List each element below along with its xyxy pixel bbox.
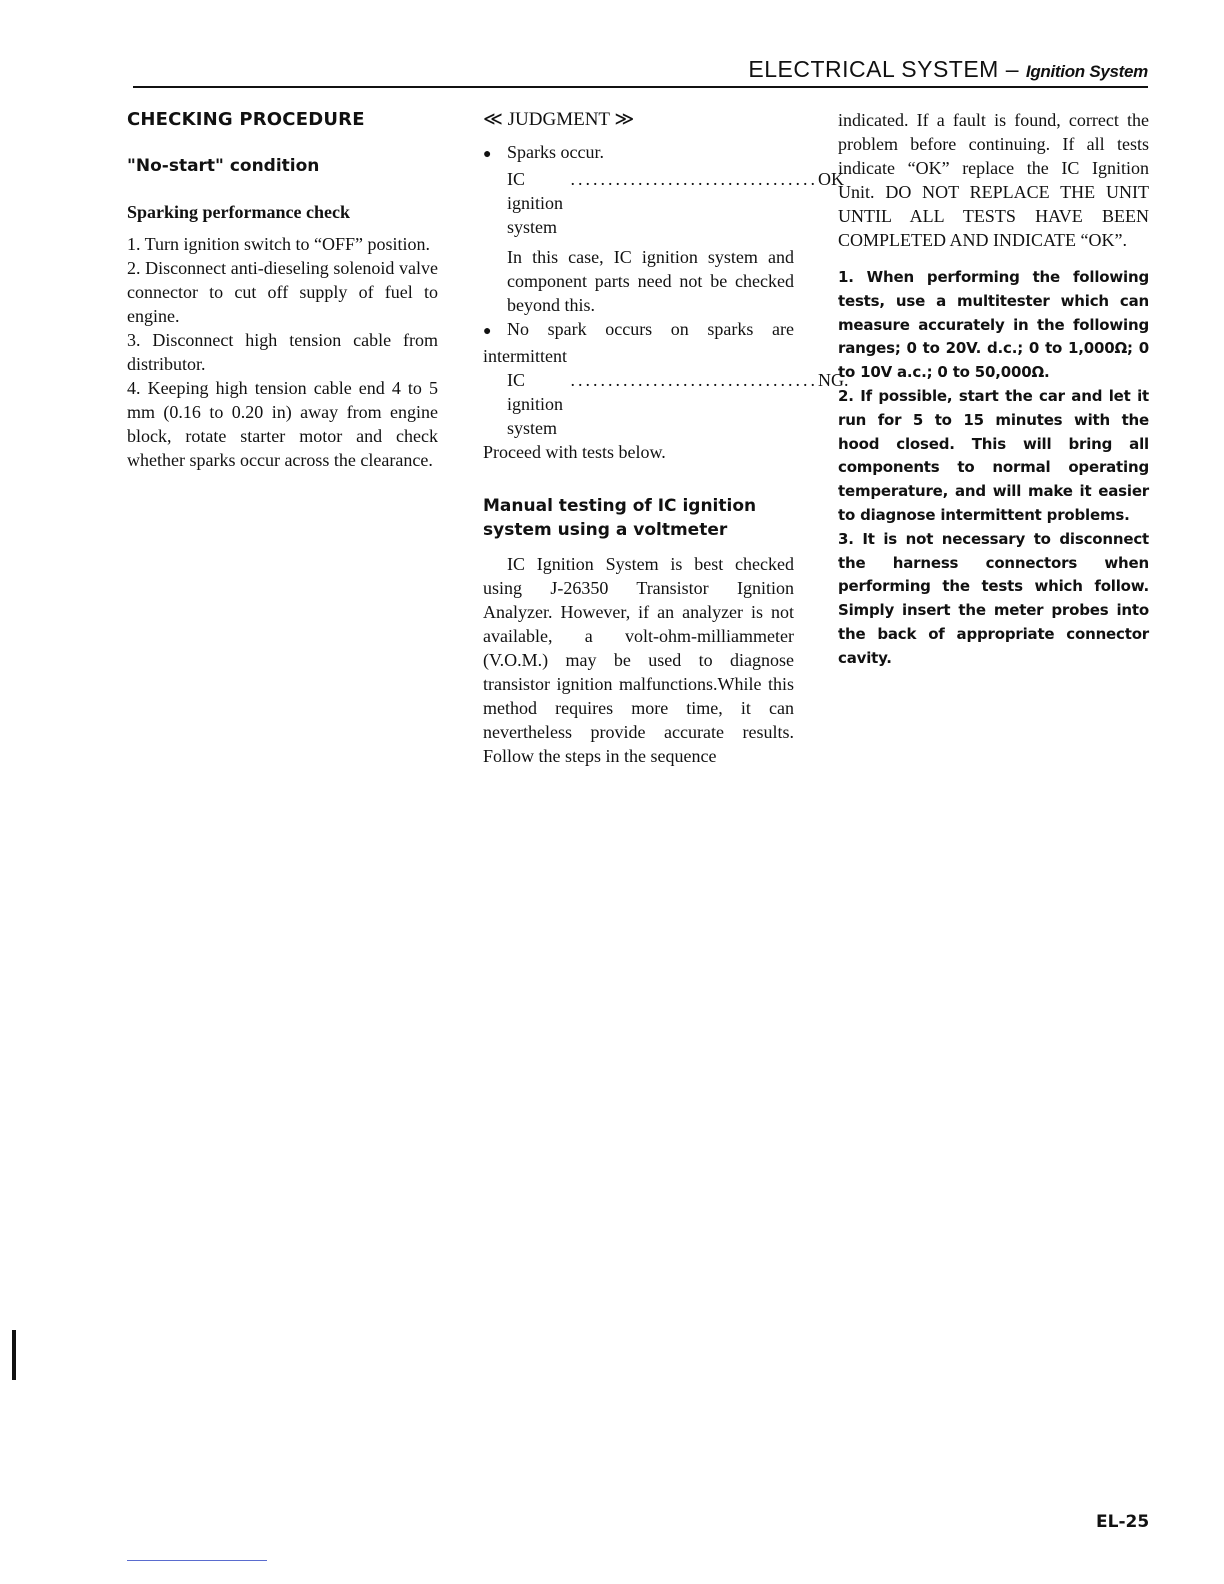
note-2: 2. If possible, start the car and let it run for 5 to 15 minutes with the hood closed. This will bring all components to normal operating temperature, and will make it easier to diagnose intermittent problems. bbox=[838, 386, 1149, 524]
judgment-title: ≪ JUDGMENT ≫ bbox=[483, 109, 635, 130]
result-line-ok-value: OK bbox=[818, 169, 845, 189]
page-number: EL-25 bbox=[1096, 1512, 1150, 1532]
bullet-sparks-occur-text: Sparks occur. bbox=[507, 142, 604, 162]
margin-mark bbox=[12, 1330, 16, 1380]
manual-testing-heading: Manual testing of IC ignition system using a voltmeter bbox=[483, 496, 757, 540]
bullet-no-spark bbox=[483, 317, 794, 368]
step-4: 4. Keeping high tension cable end 4 to 5 mm (0.16 to 0.20 in) away from engine block, rotate starter motor and check whether sparks occur across the clearance. bbox=[127, 378, 438, 470]
sparking-check-title: Sparking performance check bbox=[127, 202, 350, 222]
result-line-ok bbox=[483, 167, 845, 239]
dot-leader: ................................. bbox=[563, 169, 819, 189]
para-proceed: Proceed with tests below. bbox=[483, 442, 666, 462]
result-line-ng-value: NG. bbox=[818, 370, 849, 390]
header-text bbox=[748, 56, 1148, 83]
bullet-no-spark-text: No spark occurs on sparks are intermittent bbox=[483, 319, 794, 366]
header-separator: – bbox=[998, 56, 1026, 82]
result-line-ng bbox=[483, 368, 849, 440]
step-1: 1. Turn ignition switch to “OFF” position. bbox=[127, 234, 431, 254]
step-2: 2. Disconnect anti-dieseling solenoid valve connector to cut off supply of fuel to engine. bbox=[127, 258, 438, 326]
bullet-sparks-occur bbox=[483, 140, 794, 167]
result-line-ng-label: IC ignition system bbox=[507, 370, 564, 438]
step-3: 3. Disconnect high tension cable from distributor. bbox=[127, 330, 438, 374]
column-left bbox=[127, 108, 438, 472]
column-right bbox=[838, 108, 1149, 671]
para-no-check-needed: In this case, IC ignition system and component parts need not be checked beyond this. bbox=[507, 247, 794, 315]
dot-leader: ................................. bbox=[563, 370, 819, 390]
header-title: ELECTRICAL SYSTEM bbox=[748, 56, 999, 82]
para-fault-indicated: indicated. If a fault is found, correct the problem before continuing. If all tests indicate “OK” replace the IC Ignition Unit. DO NOT REPLACE THE UNIT UNTIL ALL TESTS HAVE BEEN COMPLETED AND INDICATE “OK”. bbox=[838, 110, 1149, 250]
checking-procedure-heading: CHECKING PROCEDURE bbox=[127, 109, 365, 130]
column-middle bbox=[483, 108, 849, 768]
header-subtitle: Ignition System bbox=[1025, 62, 1148, 81]
note-1: 1. When performing the following tests, use a multitester which can measure accurately in the following ranges; 0 to 20V. d.c.; 0 to 1,000Ω; 0 to 10V a.c.; 0 to 50,000Ω. bbox=[838, 268, 1149, 382]
page-header bbox=[133, 54, 1148, 88]
note-3: 3. It is not necessary to disconnect the harness connectors when performing the tests which follow. Simply insert the meter probes into the back of appropriate connector cavity. bbox=[838, 529, 1149, 667]
result-line-ok-label: IC ignition system bbox=[507, 169, 564, 237]
no-start-heading: "No-start" condition bbox=[127, 156, 320, 176]
bottom-rule bbox=[127, 1560, 267, 1561]
para-analyzer: IC Ignition System is best checked using J-26350 Transistor Ignition Analyzer. However, if an analyzer is not available, a volt-ohm-milliammeter (V.O.M.) may be used to diagnose transistor ignition malfunctions.While this method requires more time, it can nevertheless provide accurate results. Follow the steps in the sequence bbox=[483, 554, 794, 766]
